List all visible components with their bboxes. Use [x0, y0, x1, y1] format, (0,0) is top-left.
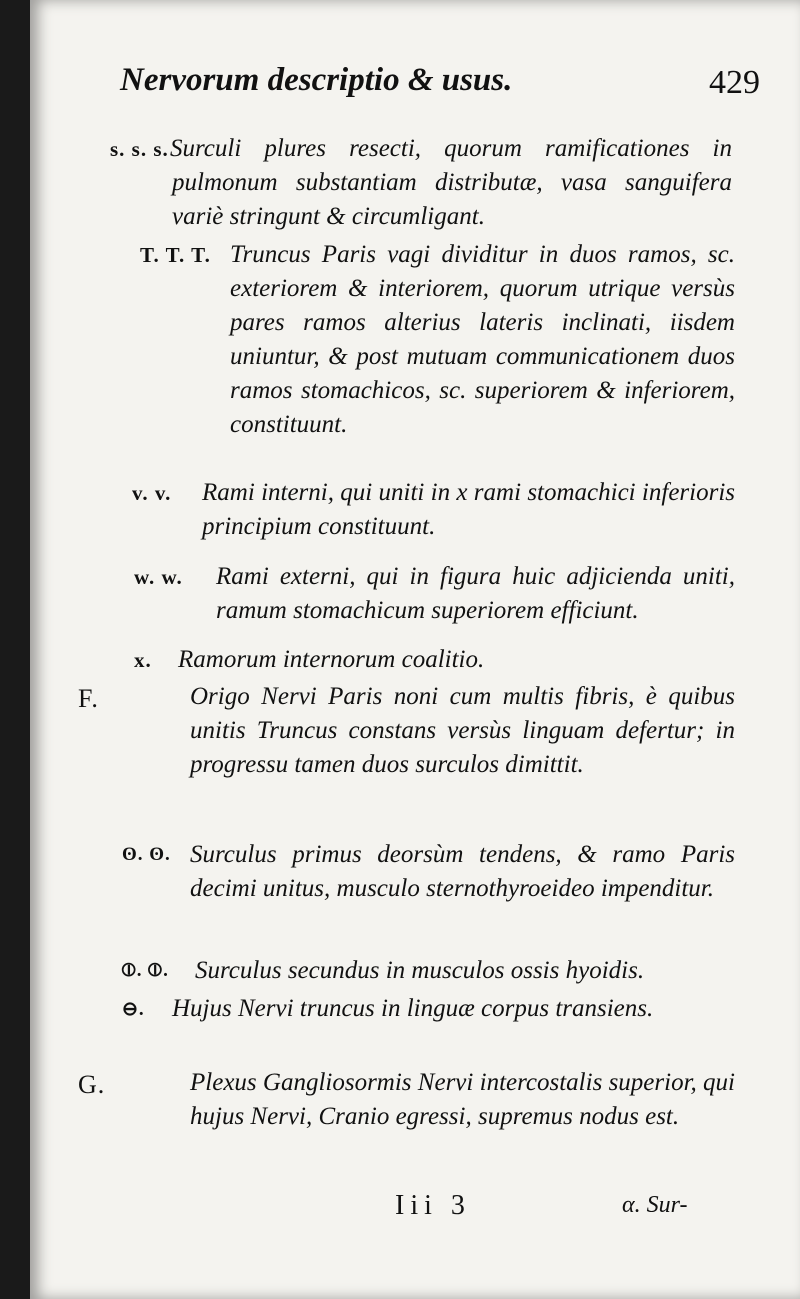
entry-label: ⦶. ⦶.: [122, 960, 169, 981]
list-item: [110, 132, 732, 234]
list-item: [140, 238, 735, 442]
entry-label: x.: [134, 648, 152, 672]
page-header: [120, 62, 760, 122]
entry-label: T. T. T.: [140, 243, 211, 267]
entry-label: G.: [78, 1070, 106, 1099]
entry-label: ⊖.: [122, 999, 145, 1020]
page-footer: [30, 1190, 800, 1230]
entry-label: s. s. s.: [110, 137, 169, 161]
list-item: [134, 560, 735, 628]
entry-text: Hujus Nervi truncus in linguæ corpus transiens.: [172, 995, 654, 1022]
entry-text: Surculus secundus in musculos ossis hyoidis.: [195, 957, 645, 984]
list-item: [132, 476, 735, 544]
list-item: [134, 643, 735, 677]
entry-text: Origo Nervi Paris noni cum multis fibris, è quibus unitis Truncus constans versùs linguam defertur; in progressu tamen duos surculos dimittit.: [190, 683, 735, 778]
list-item: [122, 992, 735, 1026]
entry-text: Ramorum internorum coalitio.: [178, 646, 485, 673]
list-item: [122, 838, 735, 906]
book-page: [30, 0, 800, 1299]
entry-label: ʘ. ʘ.: [122, 844, 171, 865]
list-item: [122, 954, 735, 988]
page-number: 429: [709, 64, 760, 101]
signature-mark: Iii 3: [395, 1190, 471, 1221]
entry-label: v. v.: [132, 481, 172, 505]
entry-text: Surculus primus deorsùm tendens, & ramo Paris decimi unitus, musculo sternothyroeideo impenditur.: [190, 841, 735, 902]
running-title: Nervorum descriptio & usus.: [120, 62, 513, 98]
catchword: α. Sur-: [622, 1192, 688, 1218]
entry-text: Plexus Gangliosormis Nervi intercostalis superior, qui hujus Nervi, Cranio egressi, supremus nodus est.: [190, 1069, 735, 1130]
entry-label: w. w.: [134, 565, 183, 589]
entry-text: Rami interni, qui uniti in x rami stomachici inferioris principium constituunt.: [202, 479, 735, 540]
entry-text: Surculi plures resecti, quorum ramificationes in pulmonum substantiam distributæ, vasa sanguifera variè stringunt & circumligant.: [170, 135, 732, 230]
entry-text: Rami externi, qui in figura huic adjicienda uniti, ramum stomachicum superiorem efficiunt.: [216, 563, 735, 624]
list-item: [78, 680, 735, 782]
entry-label: F.: [78, 684, 99, 713]
entry-text: Truncus Paris vagi dividitur in duos ramos, sc. exteriorem & interiorem, quorum utrique versùs pares ramos alterius lateris inclinati, iisdem uniuntur, & post mutuam communicationem duos ramos stomachicos, sc. superiorem & inferiorem, constituunt.: [230, 241, 735, 438]
list-item: [78, 1066, 735, 1134]
